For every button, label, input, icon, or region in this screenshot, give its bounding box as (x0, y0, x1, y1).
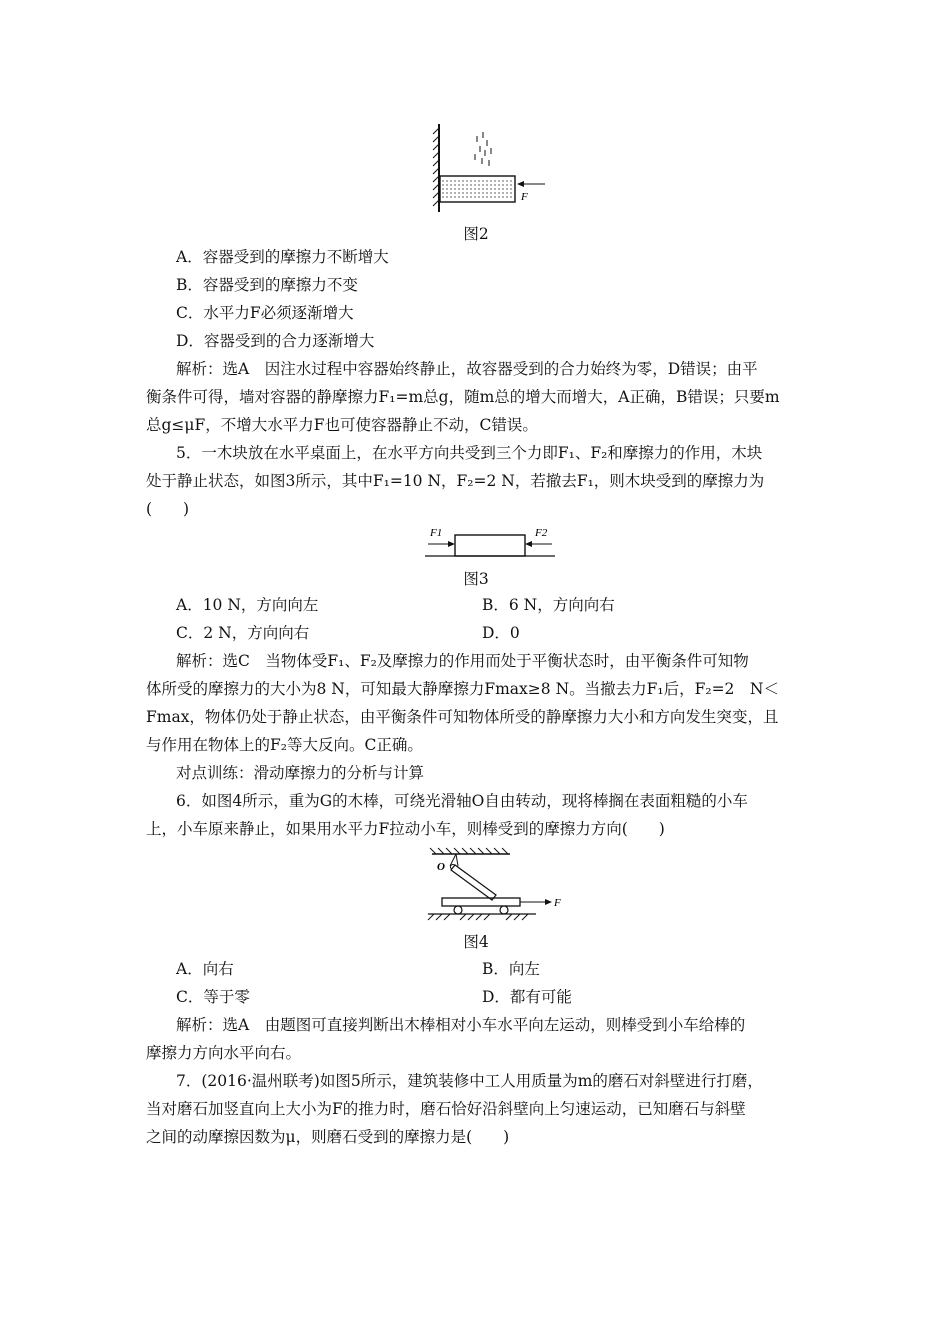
q6-option-d: D．都有可能 (482, 988, 572, 1006)
q4-option-d: D．容器受到的合力逐渐增大 (176, 332, 375, 350)
q6-stem-line-1: 6．如图4所示，重为G的木棒，可绕光滑轴O自由转动，现将棒搁在表面粗糙的小车 (176, 792, 748, 810)
q5-stem-line-1: 5．一木块放在水平桌面上，在水平方向共受到三个力即F₁、F₂和摩擦力的作用，木块 (176, 444, 763, 462)
q6-analysis-line-1: 解析：选A 由题图可直接判断出木棒相对小车水平向左运动，则棒受到小车给棒的 (176, 1016, 746, 1034)
figure-2-diagram (425, 118, 555, 216)
fig3-f1-label: F1 (430, 527, 443, 539)
q5-option-a: A．10 N，方向向左 (176, 596, 319, 614)
q6-option-b: B．向左 (482, 960, 540, 978)
figure-2-caption: 图2 (463, 225, 489, 243)
q7-stem-line-3: 之间的动摩擦因数为μ，则磨石受到的摩擦力是( ) (146, 1128, 510, 1146)
q5-stem-line-3: ( ) (146, 500, 190, 518)
fig4-force-label: F (554, 897, 561, 909)
q7-stem-line-1: 7．(2016·温州联考)如图5所示，建筑装修中工人用质量为m的磨石对斜壁进行打磨， (176, 1072, 763, 1090)
q5-analysis-line-1: 解析：选C 当物体受F₁、F₂及摩擦力的作用而处于平衡状态时，由平衡条件可知物 (176, 652, 749, 670)
rod-cart-diagram (420, 846, 570, 922)
section-title: 对点训练：滑动摩擦力的分析与计算 (176, 764, 425, 782)
figure-4-caption: 图4 (463, 933, 489, 951)
q4-analysis-line-2: 衡条件可得，墙对容器的静摩擦力F₁=m总g，随m总的增大而增大，A正确，B错误；只要m (146, 388, 780, 406)
q5-analysis-line-4: 与作用在物体上的F₂等大反向。C正确。 (146, 736, 423, 754)
q4-option-a: A．容器受到的摩擦力不断增大 (176, 248, 389, 266)
fig4-pivot-label: O (437, 861, 445, 873)
q6-option-c: C．等于零 (176, 988, 250, 1006)
q7-stem-line-2: 当对磨石加竖直向上大小为F的推力时，磨石恰好沿斜壁向上匀速运动，已知磨石与斜壁 (146, 1100, 746, 1118)
figure-3-diagram (420, 522, 560, 562)
figure-3-caption: 图3 (463, 570, 489, 588)
q5-option-c: C．2 N，方向向右 (176, 624, 310, 642)
q5-analysis-line-3: Fmax，物体仍处于静止状态，由平衡条件可知物体所受的静摩擦力大小和方向发生突变，且 (146, 708, 779, 726)
q5-option-b: B．6 N，方向向右 (482, 596, 615, 614)
q4-analysis-line-3: 总g≤μF，不增大水平力F也可使容器静止不动，C错误。 (146, 416, 538, 434)
q6-analysis-line-2: 摩擦力方向水平向右。 (146, 1044, 302, 1062)
q4-analysis-line-1: 解析：选A 因注水过程中容器始终静止，故容器受到的合力始终为零，D错误；由平 (176, 360, 758, 378)
container-wall-diagram (425, 118, 555, 216)
q5-analysis-line-2: 体所受的摩擦力的大小为8 N，可知最大静摩擦力Fmax≥8 N。当撤去力F₁后，F₂=2 N＜ (146, 680, 779, 698)
q5-stem-line-2: 处于静止状态，如图3所示，其中F₁=10 N，F₂=2 N，若撤去F₁，则木块受到的摩擦力为 (146, 472, 765, 490)
q4-option-c: C．水平力F必须逐渐增大 (176, 304, 354, 322)
fig3-f2-label: F2 (535, 527, 548, 539)
q4-option-b: B．容器受到的摩擦力不变 (176, 276, 358, 294)
q6-option-a: A．向右 (176, 960, 234, 978)
block-forces-diagram (420, 522, 560, 562)
q6-stem-line-2: 上，小车原来静止，如果用水平力F拉动小车，则棒受到的摩擦力方向( ) (146, 820, 665, 838)
fig2-force-label: F (521, 191, 528, 203)
q5-option-d: D．0 (482, 624, 520, 642)
figure-4-diagram (420, 846, 570, 922)
